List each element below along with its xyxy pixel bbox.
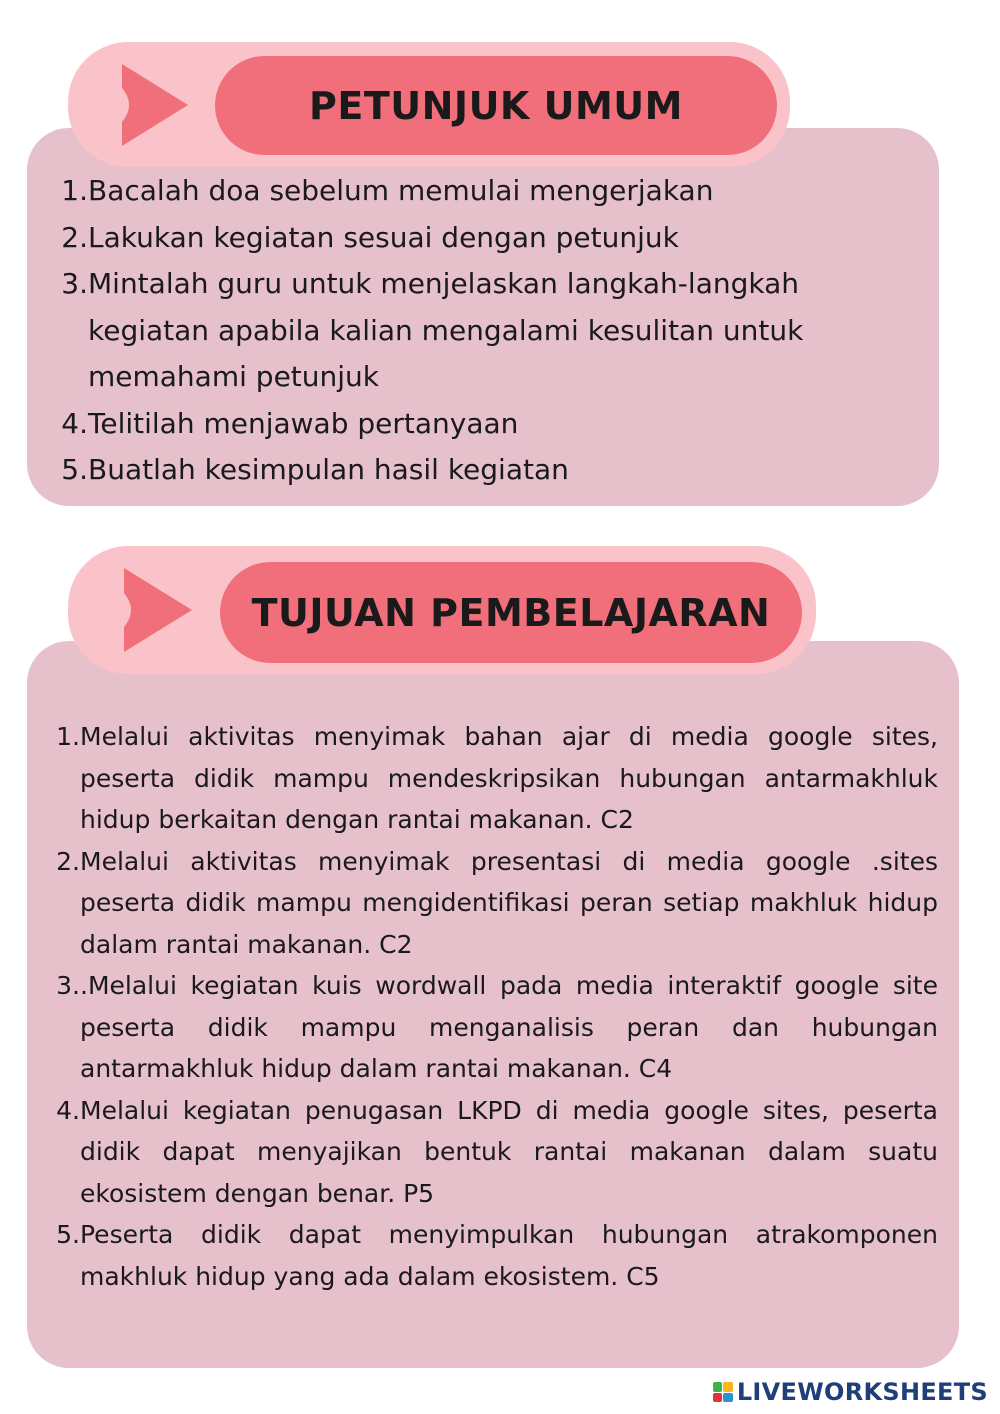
list-item bbox=[58, 215, 918, 262]
list-item bbox=[50, 841, 938, 966]
instructions-title: PETUNJUK UMUM bbox=[309, 83, 683, 128]
list-number: 5. bbox=[56, 1220, 80, 1249]
list-text: Melalui kegiatan penugasan LKPD di media google sites, peserta didik dapat menyajikan bentuk rantai makanan dalam suatu ekosistem dengan benar. P5 bbox=[80, 1095, 938, 1208]
list-text: Telitilah menjawab pertanyaan bbox=[88, 406, 519, 440]
instructions-title-pill bbox=[215, 56, 777, 155]
watermark-text: LIVEWORKSHEETS bbox=[736, 1378, 988, 1406]
list-text: Mintalah guru untuk menjelaskan langkah-langkah kegiatan apabila kalian mengalami kesulitan untuk memahami petunjuk bbox=[88, 267, 804, 393]
list-text: Melalui aktivitas menyimak bahan ajar di media google sites, peserta didik mampu mendeskripsikan hubungan antarmakhluk hidup berkaitan dengan rantai makanan. C2 bbox=[80, 722, 938, 834]
list-number: 3. bbox=[56, 971, 80, 1000]
list-text: Bacalah doa sebelum memulai mengerjakan bbox=[88, 174, 714, 207]
list-number: 5. bbox=[61, 453, 88, 486]
liveworksheets-watermark[interactable] bbox=[713, 1378, 988, 1406]
list-text: .Melalui kegiatan kuis wordwall pada media interaktif google site peserta didik mampu menganalisis peran dan hubungan antarmakhluk hidup dalam rantai makanan. C4 bbox=[80, 971, 938, 1083]
list-text: Melalui aktivitas menyimak presentasi di media google .sites peserta didik mampu mengidentifikasi peran setiap makhluk hidup dalam rantai makanan. C2 bbox=[80, 846, 938, 959]
list-number: 2. bbox=[56, 846, 80, 876]
list-text: Lakukan kegiatan sesuai dengan petunjuk bbox=[88, 220, 679, 254]
list-item bbox=[50, 1090, 938, 1215]
objectives-title: TUJUAN PEMBELAJARAN bbox=[251, 590, 771, 635]
list-item bbox=[50, 965, 938, 1090]
list-item bbox=[58, 261, 918, 401]
play-arrow-icon bbox=[118, 60, 192, 150]
play-arrow-icon bbox=[120, 564, 196, 656]
list-item bbox=[50, 1214, 938, 1297]
list-item bbox=[50, 716, 938, 841]
list-number: 1. bbox=[61, 174, 88, 207]
objectives-list bbox=[50, 716, 938, 1297]
list-number: 3. bbox=[61, 267, 88, 300]
liveworksheets-logo-icon bbox=[713, 1382, 733, 1402]
list-item bbox=[58, 401, 918, 448]
list-text: Buatlah kesimpulan hasil kegiatan bbox=[88, 453, 569, 486]
list-item bbox=[58, 447, 918, 494]
list-text: Peserta didik dapat menyimpulkan hubungan atrakomponen makhluk hidup yang ada dalam ekosistem. C5 bbox=[80, 1220, 938, 1291]
list-number: 2. bbox=[61, 220, 88, 254]
instructions-list bbox=[58, 168, 918, 494]
list-number: 4. bbox=[56, 1095, 80, 1125]
list-item bbox=[58, 168, 918, 215]
list-number: 1. bbox=[56, 722, 80, 751]
list-number: 4. bbox=[61, 406, 88, 440]
objectives-title-pill bbox=[220, 562, 802, 663]
